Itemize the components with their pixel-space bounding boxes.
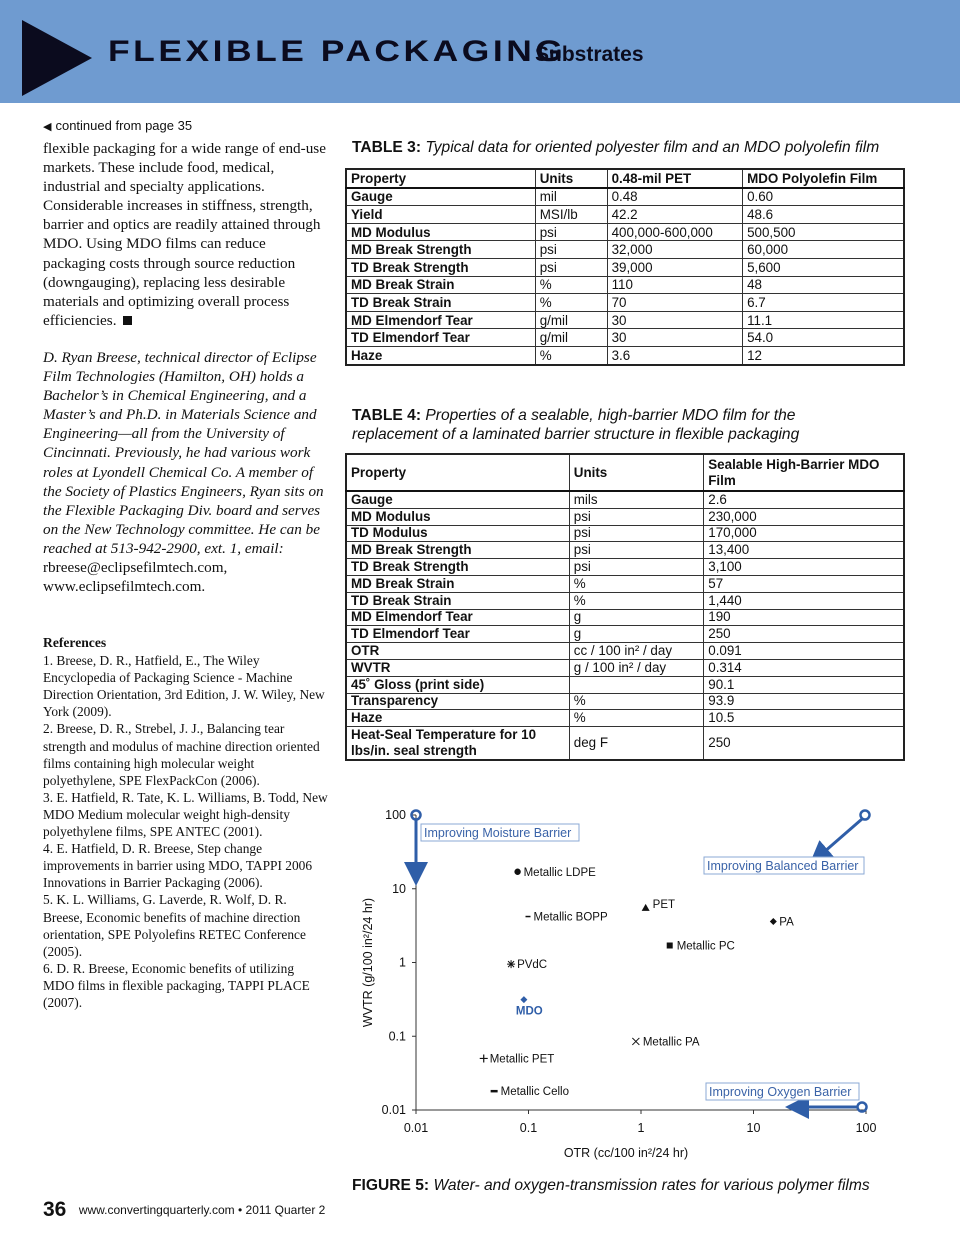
point-metallic-pc <box>667 943 673 949</box>
column-header: MDO Polyolefin Film <box>743 169 904 188</box>
table-cell: 57 <box>704 575 904 592</box>
section-subtitle: Substrates <box>535 43 644 66</box>
table-row <box>346 346 904 364</box>
moisture-annotation: Improving Moisture Barrier <box>424 826 572 840</box>
table-cell: mils <box>569 491 703 508</box>
table-row <box>346 329 904 347</box>
table-cell: 170,000 <box>704 525 904 542</box>
section-title: FLEXIBLE PACKAGING <box>108 35 567 68</box>
footer-url[interactable]: www.convertingquarterly.com • 2011 Quarter 2 <box>78 1203 326 1217</box>
continued-note[interactable] <box>43 118 192 133</box>
page-number: 36 <box>43 1198 67 1221</box>
oxygen-annotation: Improving Oxygen Barrier <box>709 1085 852 1099</box>
point-metallic-ldpe-label: Metallic LDPE <box>523 866 596 879</box>
table-cell: psi <box>569 559 703 576</box>
table-row <box>346 311 904 329</box>
point-metallic-cello-label: Metallic Cello <box>500 1086 570 1099</box>
table-cell: psi <box>535 223 607 241</box>
table-cell: cc / 100 in² / day <box>569 643 703 660</box>
point-metallic-ldpe <box>514 869 520 875</box>
references <box>43 634 328 1011</box>
table-row <box>346 727 904 761</box>
article-paragraph: flexible packaging for a wide range of end-use markets. These include food, medical, industrial and specialty applications. Considerable increases in stiffness, strength, barrier and optics are readily attained through MDO. Using MDO films can reduce packaging costs through source reduction (downgauging), replacing less desirable materials and optimizing overall process efficiencies. <box>43 140 326 329</box>
table-cell: 30 <box>607 329 743 347</box>
table3-caption <box>352 139 879 157</box>
point-pvdc-label: PVdC <box>517 959 548 972</box>
table-cell: 0.60 <box>743 188 904 206</box>
x-tick-label: 10 <box>746 1121 761 1135</box>
point-pa <box>770 918 777 925</box>
table-cell: % <box>535 276 607 294</box>
table-row <box>346 294 904 312</box>
point-metallic-pet-label: Metallic PET <box>489 1053 555 1066</box>
table-cell: MD Break Strain <box>346 575 569 592</box>
page-footer <box>43 1198 325 1222</box>
table-cell: 48 <box>743 276 904 294</box>
table-row <box>346 575 904 592</box>
column-header: Units <box>569 454 703 491</box>
table-cell: 90.1 <box>704 676 904 693</box>
table-cell: 0.48 <box>607 188 743 206</box>
table-row <box>346 626 904 643</box>
point-metallic-pa <box>632 1038 639 1045</box>
table-cell: % <box>535 294 607 312</box>
table-row <box>346 525 904 542</box>
balanced-annotation: Improving Balanced Barrier <box>707 859 859 873</box>
y-axis-title: WVTR (g/100 in²/24 hr) <box>361 897 375 1028</box>
point-metallic-pa-label: Metallic PA <box>642 1036 700 1049</box>
reference-item: 2. Breese, D. R., Strebel, J. J., Balancing tear strength and modulus of machine direction oriented films containing high molecular weight polyethylene, SPE FlexPackCon (2006). <box>43 721 320 788</box>
table-cell: 45˚ Gloss (print side) <box>346 676 569 693</box>
table3-caption-text: Typical data for oriented polyester film and an MDO polyolefin film <box>425 139 880 156</box>
table-cell: Heat-Seal Temperature for 10 lbs/in. seal strength <box>346 727 569 761</box>
table-cell: TD Break Strain <box>346 592 569 609</box>
author-bio <box>43 348 328 596</box>
table-cell: deg F <box>569 727 703 761</box>
table-cell: 500,500 <box>743 223 904 241</box>
continued-text: continued from page 35 <box>55 118 193 133</box>
table-cell: g <box>569 626 703 643</box>
table4-caption-line2: replacement of a laminated barrier structure in flexible packaging <box>352 426 800 443</box>
table-cell: WVTR <box>346 659 569 676</box>
table-row <box>346 258 904 276</box>
column-header: Units <box>535 169 607 188</box>
table-cell: 93.9 <box>704 693 904 710</box>
table-cell: MD Elmendorf Tear <box>346 311 535 329</box>
table-cell: 110 <box>607 276 743 294</box>
table-cell: TD Break Strength <box>346 559 569 576</box>
table-cell: psi <box>535 241 607 259</box>
table-cell: MD Elmendorf Tear <box>346 609 569 626</box>
header-banner <box>0 0 960 103</box>
point-metallic-bopp-label: Metallic BOPP <box>533 911 608 924</box>
table-cell: 48.6 <box>743 206 904 224</box>
figure5-scatter-chart <box>345 800 905 1175</box>
table4-label: TABLE 4: <box>352 407 422 424</box>
table-cell: 1,440 <box>704 592 904 609</box>
references-heading: References <box>43 635 107 650</box>
reference-item: 3. E. Hatfield, R. Tate, K. L. Williams, B. Todd, New MDO Medium molecular weight high-density polyethylene films, SPE ANTEC (2001). <box>43 789 328 840</box>
reference-item: 6. D. R. Breese, Economic benefits of utilizing MDO films in flexible packaging, TAPPI PLACE (2007). <box>43 960 310 1010</box>
table-cell: % <box>569 693 703 710</box>
column-header: Property <box>346 454 569 491</box>
x-tick-label: 100 <box>855 1121 877 1135</box>
table-cell: Transparency <box>346 693 569 710</box>
bio-contact[interactable]: rbreese@eclipsefilmtech.com, www.eclipsefilmtech.com. <box>43 559 228 596</box>
balanced-arrow <box>816 819 862 859</box>
table-cell: % <box>569 710 703 727</box>
table-cell: Yield <box>346 206 535 224</box>
table-cell: MD Modulus <box>346 508 569 525</box>
table-row <box>346 206 904 224</box>
table-header-row <box>346 169 904 188</box>
table-cell: psi <box>569 525 703 542</box>
table4-caption-line1: Properties of a sealable, high-barrier MDO film for the <box>425 407 796 424</box>
table-cell: OTR <box>346 643 569 660</box>
balanced-arrow-origin <box>861 811 870 820</box>
article-body <box>43 139 328 330</box>
table-cell: psi <box>535 258 607 276</box>
table-cell: 60,000 <box>743 241 904 259</box>
table-row <box>346 241 904 259</box>
y-tick-label: 0.1 <box>388 1029 406 1044</box>
y-tick-label: 1 <box>399 955 406 970</box>
table-cell: Haze <box>346 710 569 727</box>
figure5-caption-text: Water- and oxygen-transmission rates for various polymer films <box>433 1177 870 1194</box>
table-cell: 2.6 <box>704 491 904 508</box>
table-header-row <box>346 454 904 491</box>
table-cell: 54.0 <box>743 329 904 347</box>
table4 <box>345 453 905 761</box>
table-cell: MD Break Strength <box>346 241 535 259</box>
x-tick-label: 1 <box>637 1121 645 1135</box>
table-cell: TD Elmendorf Tear <box>346 626 569 643</box>
table-cell: 11.1 <box>743 311 904 329</box>
reference-item: 1. Breese, D. R., Hatfield, E., The Wiley Encyclopedia of Packaging Science - Machine Direction Orientation, 3rd Edition, J. W. Wiley, New York (2009). <box>43 653 325 720</box>
reference-item: 5. K. L. Williams, G. Laverde, R. Wolf, D. R. Breese, Economic benefits of machine direction orientation, SPE Polyolefins RETEC Conference (2005). <box>43 892 306 959</box>
table-row <box>346 223 904 241</box>
table-row <box>346 276 904 294</box>
table-cell: % <box>569 592 703 609</box>
figure5-label: FIGURE 5: <box>352 1177 430 1194</box>
table-cell: 0.314 <box>704 659 904 676</box>
table-cell: 250 <box>704 727 904 761</box>
table-cell: 6.7 <box>743 294 904 312</box>
triangle-logo-icon <box>0 0 120 103</box>
reference-item: 4. E. Hatfield, D. R. Breese, Step change improvements in barrier using MDO, TAPPI 2006 Innovations in Barrier Packaging (2006). <box>43 841 313 891</box>
table-row <box>346 188 904 206</box>
table-row <box>346 491 904 508</box>
table-cell: g <box>569 609 703 626</box>
table-cell: 12 <box>743 346 904 364</box>
table-row <box>346 542 904 559</box>
column-header: Property <box>346 169 535 188</box>
table-cell: MD Modulus <box>346 223 535 241</box>
y-tick-label: 0.01 <box>381 1103 406 1117</box>
table-row <box>346 559 904 576</box>
table-cell: 70 <box>607 294 743 312</box>
table-cell: TD Modulus <box>346 525 569 542</box>
point-metallic-pc-label: Metallic PC <box>676 940 735 953</box>
table-row <box>346 659 904 676</box>
table-row <box>346 609 904 626</box>
table-cell: 39,000 <box>607 258 743 276</box>
table-cell: 42.2 <box>607 206 743 224</box>
triangle-left-icon: ◀ <box>43 121 52 133</box>
end-mark-icon <box>123 316 132 325</box>
table-row <box>346 693 904 710</box>
table-cell: 3,100 <box>704 559 904 576</box>
column-header: Sealable High-Barrier MDO Film <box>704 454 904 491</box>
table-row <box>346 508 904 525</box>
figure5-caption <box>352 1177 870 1195</box>
table-cell: MSI/lb <box>535 206 607 224</box>
y-tick-label: 10 <box>392 881 406 896</box>
table-cell: 32,000 <box>607 241 743 259</box>
table-cell: MD Break Strength <box>346 542 569 559</box>
table-row <box>346 710 904 727</box>
table-cell: g/mil <box>535 329 607 347</box>
point-mdo <box>520 996 527 1003</box>
table-cell: mil <box>535 188 607 206</box>
table4-caption <box>352 406 799 444</box>
table-cell: TD Break Strength <box>346 258 535 276</box>
table-cell: 250 <box>704 626 904 643</box>
table-cell: 30 <box>607 311 743 329</box>
table-cell: 10.5 <box>704 710 904 727</box>
y-tick-label: 100 <box>385 808 406 822</box>
point-pvdc <box>507 960 515 968</box>
table-cell: TD Break Strain <box>346 294 535 312</box>
table-cell: MD Break Strain <box>346 276 535 294</box>
table-cell: 5,600 <box>743 258 904 276</box>
table3 <box>345 168 905 366</box>
table-cell: TD Elmendorf Tear <box>346 329 535 347</box>
point-pa-label: PA <box>779 916 794 929</box>
table-cell: 190 <box>704 609 904 626</box>
table-cell: 3.6 <box>607 346 743 364</box>
point-mdo-label: MDO <box>515 1005 543 1018</box>
table-cell <box>569 676 703 693</box>
table-cell: Gauge <box>346 491 569 508</box>
table-cell: 13,400 <box>704 542 904 559</box>
table-cell: g/mil <box>535 311 607 329</box>
table-row <box>346 643 904 660</box>
table-cell: g / 100 in² / day <box>569 659 703 676</box>
table-cell: Haze <box>346 346 535 364</box>
x-tick-label: 0.1 <box>519 1121 538 1135</box>
bio-text: D. Ryan Breese, technical director of Eclipse Film Technologies (Hamilton, OH) holds a Bachelor’s in Chemical Engineering, and a Master’s and Ph.D. in Materials Science and Engineering—all from the University of Cincinnati. Previously, he had various work roles at Lyondell Chemical Co. A member of the Society of Plastics Engineers, Ryan sits on the Flexible Packaging Div. board and serves on the New Technology committee. He can be reached at 513-942-2900, ext. 1, email: <box>43 349 324 557</box>
x-tick-label: 0.01 <box>403 1121 429 1135</box>
table-cell: % <box>535 346 607 364</box>
x-axis-title: OTR (cc/100 in²/24 hr) <box>563 1146 689 1160</box>
table-cell: 400,000-600,000 <box>607 223 743 241</box>
table-cell: % <box>569 575 703 592</box>
table-cell: 230,000 <box>704 508 904 525</box>
table-cell: psi <box>569 508 703 525</box>
table-cell: psi <box>569 542 703 559</box>
table-cell: Gauge <box>346 188 535 206</box>
point-pet-label: PET <box>652 898 676 911</box>
table-cell: 0.091 <box>704 643 904 660</box>
table-row <box>346 676 904 693</box>
point-pet <box>642 904 650 911</box>
point-metallic-pet <box>480 1054 488 1062</box>
table3-label: TABLE 3: <box>352 139 422 156</box>
column-header: 0.48-mil PET <box>607 169 743 188</box>
table-row <box>346 592 904 609</box>
